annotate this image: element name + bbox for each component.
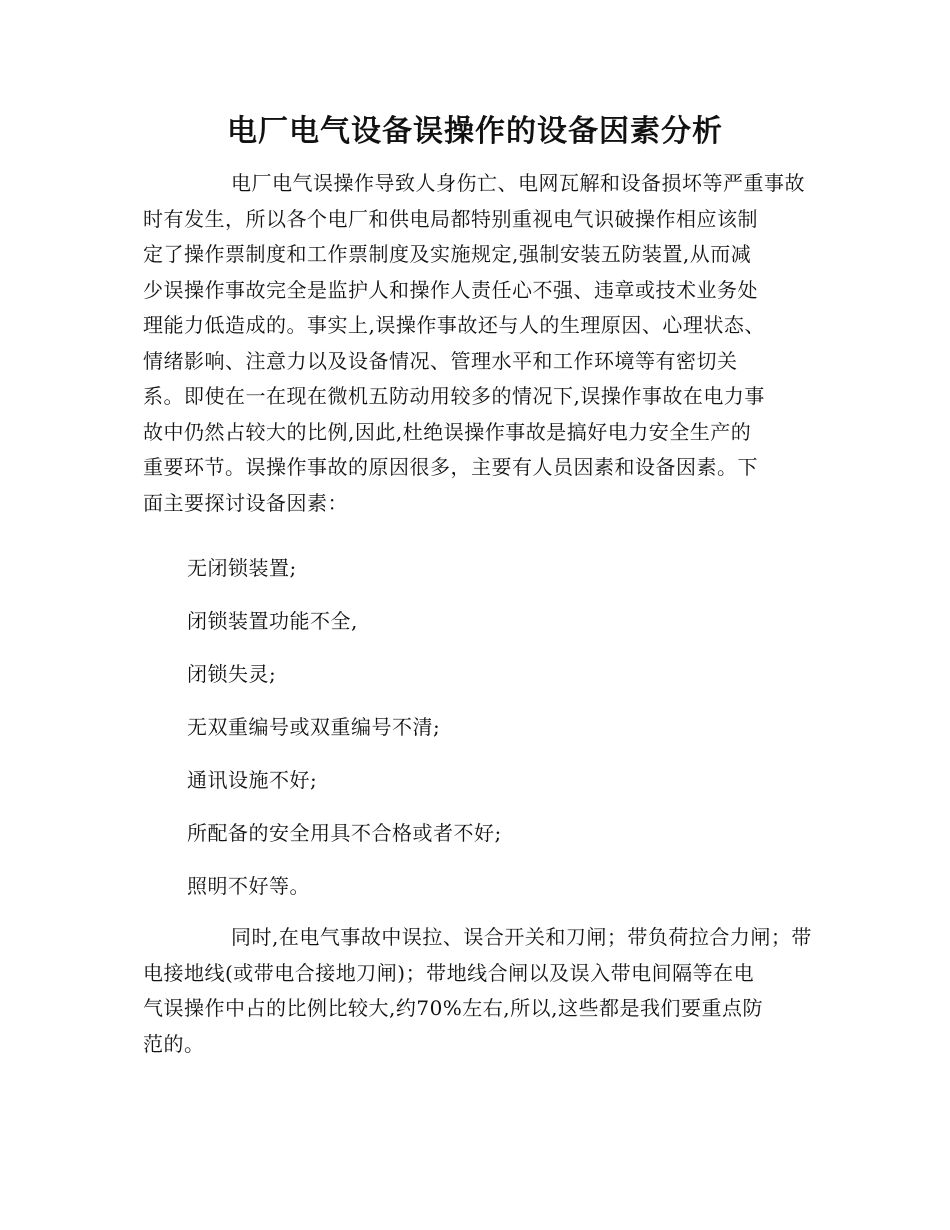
intro-line: 重要环节。误操作事故的原因很多，主要有人员因素和设备因素。下 xyxy=(143,455,758,479)
list-item: 通讯设施不好; xyxy=(187,768,318,792)
list-item: 所配备的安全用具不合格或者不好; xyxy=(187,821,502,845)
intro-line: 定了操作票制度和工作票制度及实施规定,强制安装五防装置,从而减 xyxy=(143,242,752,266)
intro-line: 少误操作事故完全是监护人和操作人责任心不强、违章或技术业务处 xyxy=(143,277,758,302)
intro-line: 面主要探讨设备因素： xyxy=(143,490,348,515)
intro-line: 情绪影响、注意力以及设备情况、管理水平和工作环境等有密切关 xyxy=(143,348,738,373)
intro-line: 时有发生，所以各个电厂和供电局都特别重视电气识破操作相应该制 xyxy=(143,206,758,231)
document-title: 电厂电气设备误操作的设备因素分析 xyxy=(227,114,723,149)
list-item: 闭锁装置功能不全, xyxy=(187,609,358,633)
list-item: 无闭锁装置; xyxy=(187,556,297,580)
closing-line: 电接地线(或带电合接地刀闸)；带地线合闸以及误入带电间隔等在电 xyxy=(143,960,755,985)
intro-line: 故中仍然占较大的比例,因此,杜绝误操作事故是搞好电力安全生产的 xyxy=(143,419,752,444)
list-item: 无双重编号或双重编号不清; xyxy=(187,715,441,739)
list-item: 闭锁失灵; xyxy=(187,662,277,686)
closing-line: 气误操作中占的比例比较大,约70%左右,所以,这些都是我们要重点防 xyxy=(143,996,764,1020)
intro-line: 理能力低造成的。事实上,误操作事故还与人的生理原因、心理状态、 xyxy=(143,313,765,337)
intro-line: 系。即使在一在现在微机五防动用较多的情况下,误操作事故在电力事 xyxy=(143,384,765,408)
closing-line: 同时,在电气事故中误拉、误合开关和刀闸；带负荷拉合力闸；带 xyxy=(231,925,812,949)
closing-line: 范的。 xyxy=(143,1031,205,1056)
intro-paragraph xyxy=(143,166,808,521)
list-item: 照明不好等。 xyxy=(187,874,310,898)
intro-line: 电厂电气误操作导致人身伤亡、电网瓦解和设备损坏等严重事故 xyxy=(231,171,805,195)
closing-paragraph xyxy=(143,920,812,1062)
